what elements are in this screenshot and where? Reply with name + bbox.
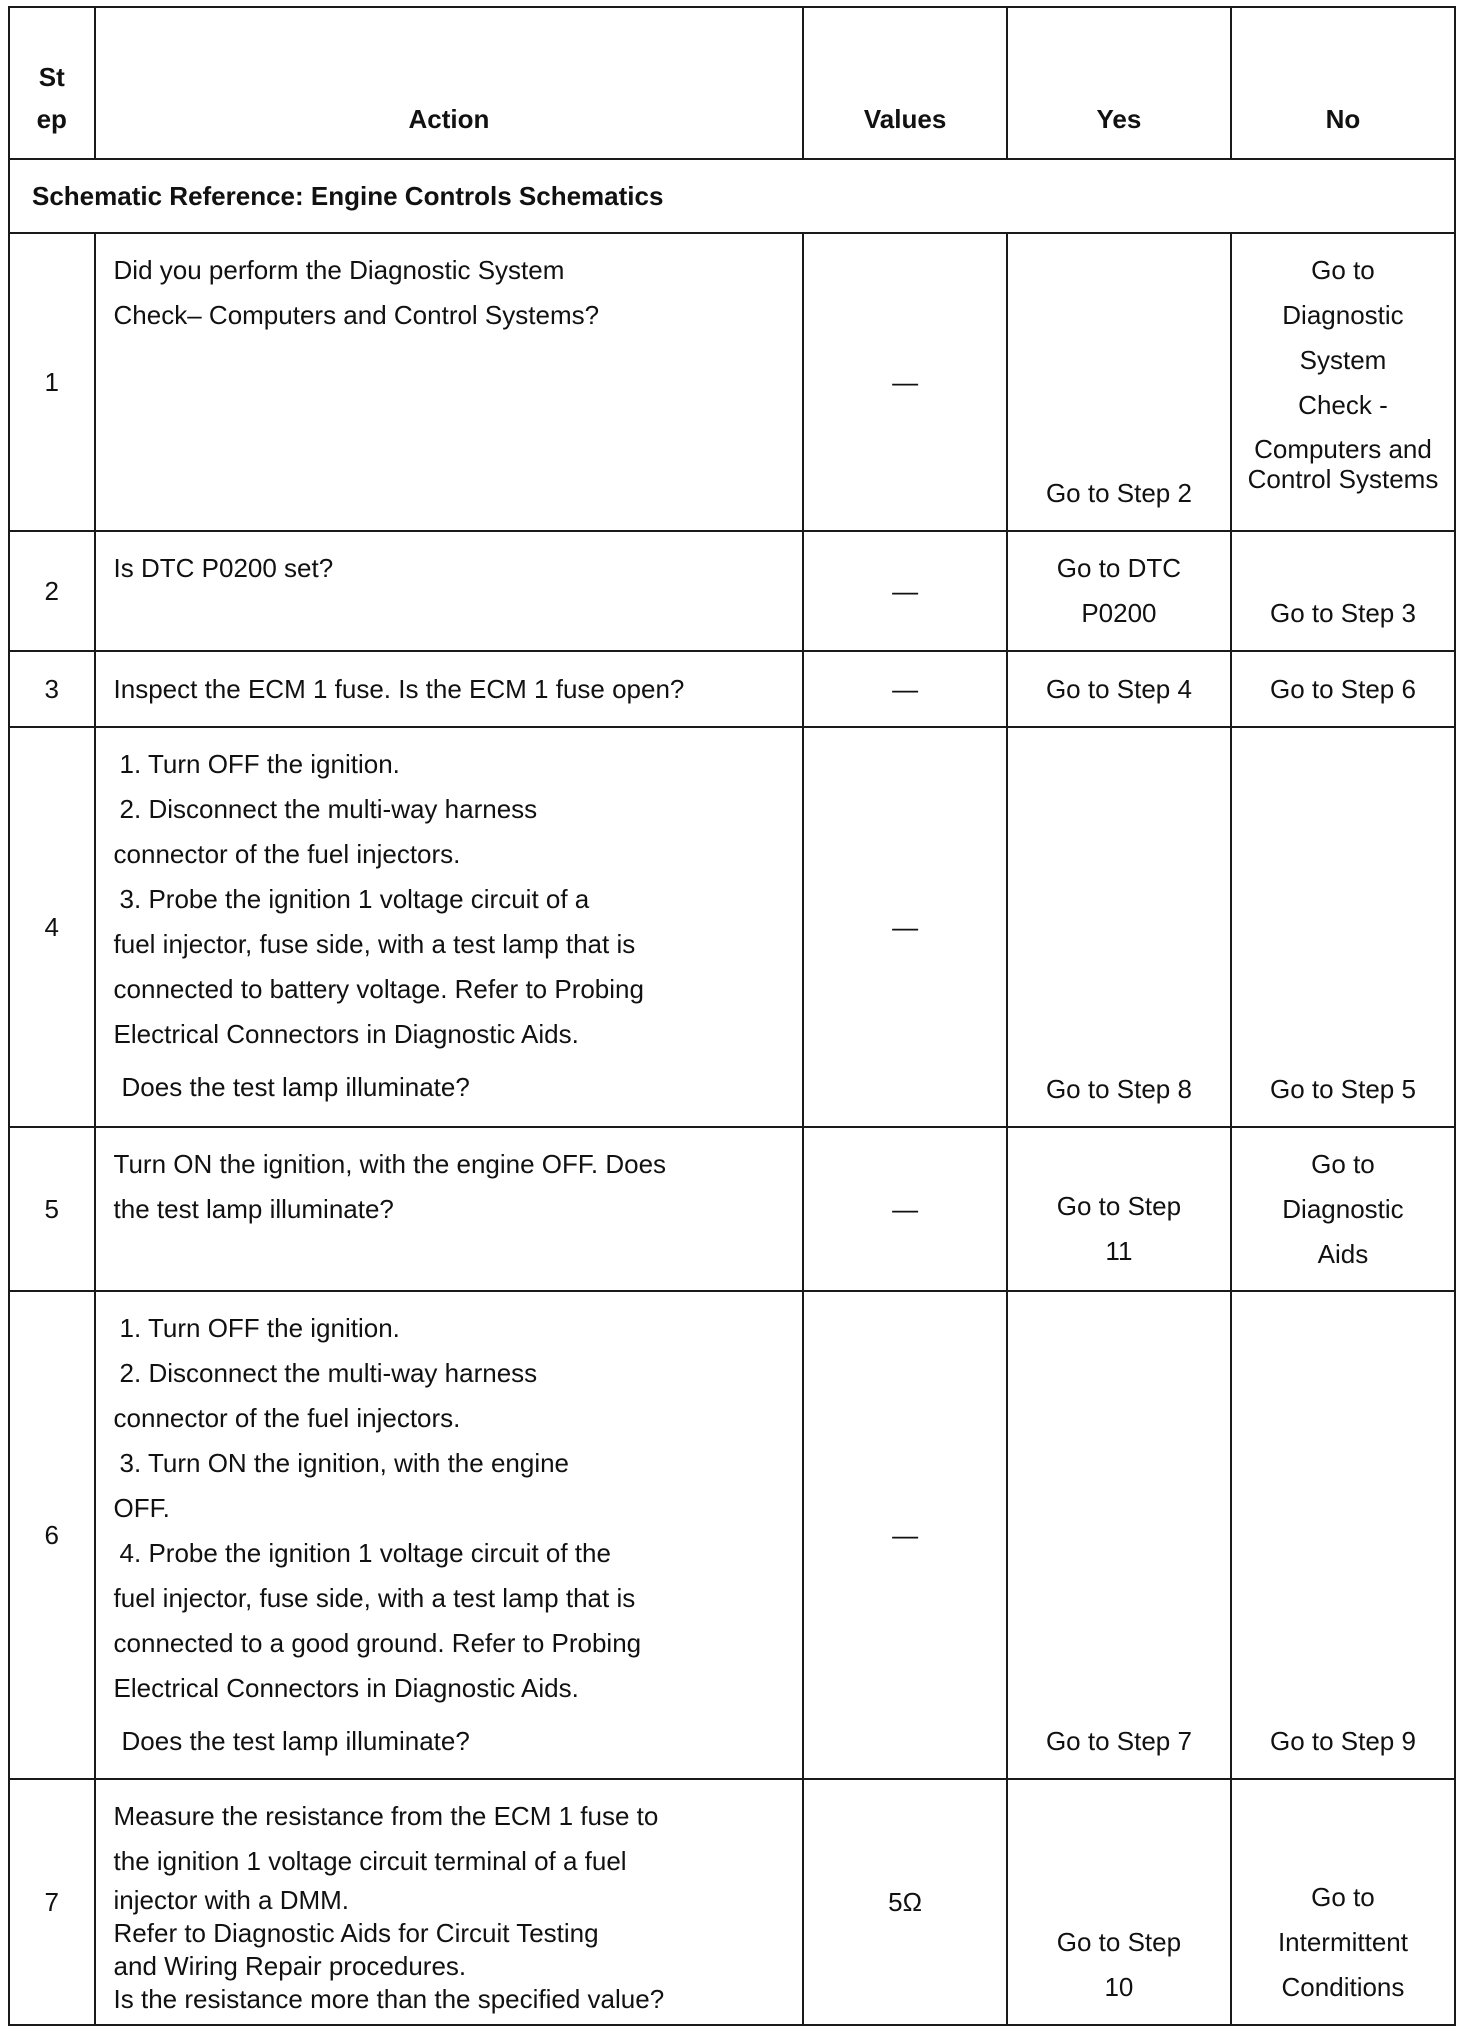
no-line: Go to: [1311, 1149, 1375, 1179]
table-row: [9, 727, 1455, 1127]
action-line: Measure the resistance from the ECM 1 fuse to: [113, 1801, 659, 1831]
action-line: connected to a good ground. Refer to Probing: [113, 1628, 642, 1658]
schematic-reference-row: [9, 159, 1455, 233]
schematic-reference: Schematic Reference: Engine Controls Schematics: [9, 159, 1455, 233]
action-line: Electrical Connectors in Diagnostic Aids.: [113, 1019, 579, 1049]
table-row: [9, 1779, 1455, 2025]
action-cell: [95, 531, 804, 651]
yes-cell: [1007, 1779, 1231, 2025]
yes-line: P0200: [1081, 598, 1157, 628]
action-line: connector of the fuel injectors.: [113, 1403, 461, 1433]
value-cell: —: [803, 531, 1007, 651]
action-question: Does the test lamp illuminate?: [121, 1726, 470, 1756]
yes-cell: Go to Step 8: [1007, 727, 1231, 1127]
action-line: 1. Turn OFF the ignition.: [119, 1313, 400, 1343]
value-cell: —: [803, 1127, 1007, 1291]
action-line: 1. Turn OFF the ignition.: [119, 749, 400, 779]
value-cell: —: [803, 651, 1007, 727]
no-line: Go to: [1311, 255, 1375, 285]
action-line-small: Refer to Diagnostic Aids for Circuit Testing: [113, 1918, 599, 1948]
action-line: Check– Computers and Control Systems?: [113, 300, 600, 330]
step-number: 1: [9, 233, 95, 531]
no-line: Check -: [1298, 390, 1388, 420]
no-small-line: Computers and: [1254, 434, 1432, 464]
no-line-small: [1232, 428, 1454, 494]
action-line: Inspect the ECM 1 fuse. Is the ECM 1 fuse open?: [113, 673, 685, 704]
action-line: 2. Disconnect the multi-way harness: [119, 1358, 538, 1388]
yes-cell: Go to Step 4: [1007, 651, 1231, 727]
action-line: Is DTC P0200 set?: [113, 553, 334, 583]
action-line: Turn ON the ignition, with the engine OFF. Does: [113, 1149, 667, 1179]
no-line: Aids: [1317, 1239, 1369, 1269]
no-cell: Go to Step 9: [1231, 1291, 1455, 1779]
value-cell: —: [803, 1291, 1007, 1779]
action-line-small: and Wiring Repair procedures.: [113, 1951, 467, 1981]
action-line: Did you perform the Diagnostic System: [113, 255, 565, 285]
table-row: [9, 1291, 1455, 1779]
action-cell: [95, 1291, 804, 1779]
yes-cell: [1007, 531, 1231, 651]
header-no: No: [1231, 7, 1455, 159]
table-row: [9, 531, 1455, 651]
no-line: Diagnostic: [1282, 300, 1404, 330]
action-cell: [95, 651, 804, 727]
header-step-line1: St: [38, 62, 65, 92]
step-number: 7: [9, 1779, 95, 2025]
action-line: connected to battery voltage. Refer to Probing: [113, 974, 644, 1004]
action-cell: [95, 727, 804, 1127]
no-cell: Go to Step 6: [1231, 651, 1455, 727]
yes-cell: [1007, 1127, 1231, 1291]
action-cell: [95, 1779, 804, 2025]
step-number: 2: [9, 531, 95, 651]
table-row: [9, 651, 1455, 727]
step-number: 5: [9, 1127, 95, 1291]
header-yes: Yes: [1007, 7, 1231, 159]
header-step: [9, 7, 95, 159]
value-cell: 5Ω: [803, 1779, 1007, 2025]
no-line: System: [1299, 345, 1387, 375]
action-line: 3. Probe the ignition 1 voltage circuit of a: [119, 884, 590, 914]
no-line: Go to: [1311, 1882, 1375, 1912]
yes-cell: Go to Step 2: [1007, 233, 1231, 531]
action-line: fuel injector, fuse side, with a test lamp that is: [113, 1583, 636, 1613]
no-cell: [1231, 1127, 1455, 1291]
action-line: 4. Probe the ignition 1 voltage circuit of the: [119, 1538, 611, 1568]
no-cell: [1231, 1779, 1455, 2025]
yes-cell: Go to Step 7: [1007, 1291, 1231, 1779]
action-line: injector with a DMM.: [113, 1885, 350, 1915]
action-question: Does the test lamp illuminate?: [121, 1072, 470, 1102]
action-line: the test lamp illuminate?: [113, 1194, 394, 1224]
no-cell: [1231, 233, 1455, 531]
no-cell: Go to Step 5: [1231, 727, 1455, 1127]
action-line: fuel injector, fuse side, with a test lamp that is: [113, 929, 636, 959]
step-number: 6: [9, 1291, 95, 1779]
action-line: 2. Disconnect the multi-way harness: [119, 794, 538, 824]
step-number: 4: [9, 727, 95, 1127]
action-line: connector of the fuel injectors.: [113, 839, 461, 869]
value-cell: —: [803, 727, 1007, 1127]
yes-line: Go to DTC: [1056, 553, 1182, 583]
no-line: Diagnostic: [1282, 1194, 1404, 1224]
action-line: OFF.: [113, 1493, 170, 1523]
header-row: [9, 7, 1455, 159]
table-row: [9, 233, 1455, 531]
action-line: the ignition 1 voltage circuit terminal of a fuel: [113, 1846, 627, 1876]
yes-line: Go to Step: [1056, 1191, 1182, 1221]
action-cell: [95, 233, 804, 531]
no-line: Intermittent: [1277, 1927, 1408, 1957]
table-row: [9, 1127, 1455, 1291]
action-line-small: Is the resistance more than the specified value?: [113, 1984, 665, 2014]
yes-line: 11: [1105, 1236, 1133, 1266]
action-cell: [95, 1127, 804, 1291]
header-values: Values: [803, 7, 1007, 159]
no-cell: Go to Step 3: [1231, 531, 1455, 651]
value-cell: —: [803, 233, 1007, 531]
header-action: Action: [95, 7, 804, 159]
header-step-line2: ep: [36, 104, 67, 134]
yes-line: 10: [1104, 1972, 1134, 2002]
yes-line: Go to Step: [1056, 1927, 1182, 1957]
no-line: Conditions: [1281, 1972, 1405, 2002]
action-line: Electrical Connectors in Diagnostic Aids.: [113, 1673, 579, 1703]
diagnostic-table: [8, 6, 1456, 2026]
action-line: 3. Turn ON the ignition, with the engine: [119, 1448, 570, 1478]
no-small-line: Control Systems: [1247, 464, 1439, 494]
step-number: 3: [9, 651, 95, 727]
